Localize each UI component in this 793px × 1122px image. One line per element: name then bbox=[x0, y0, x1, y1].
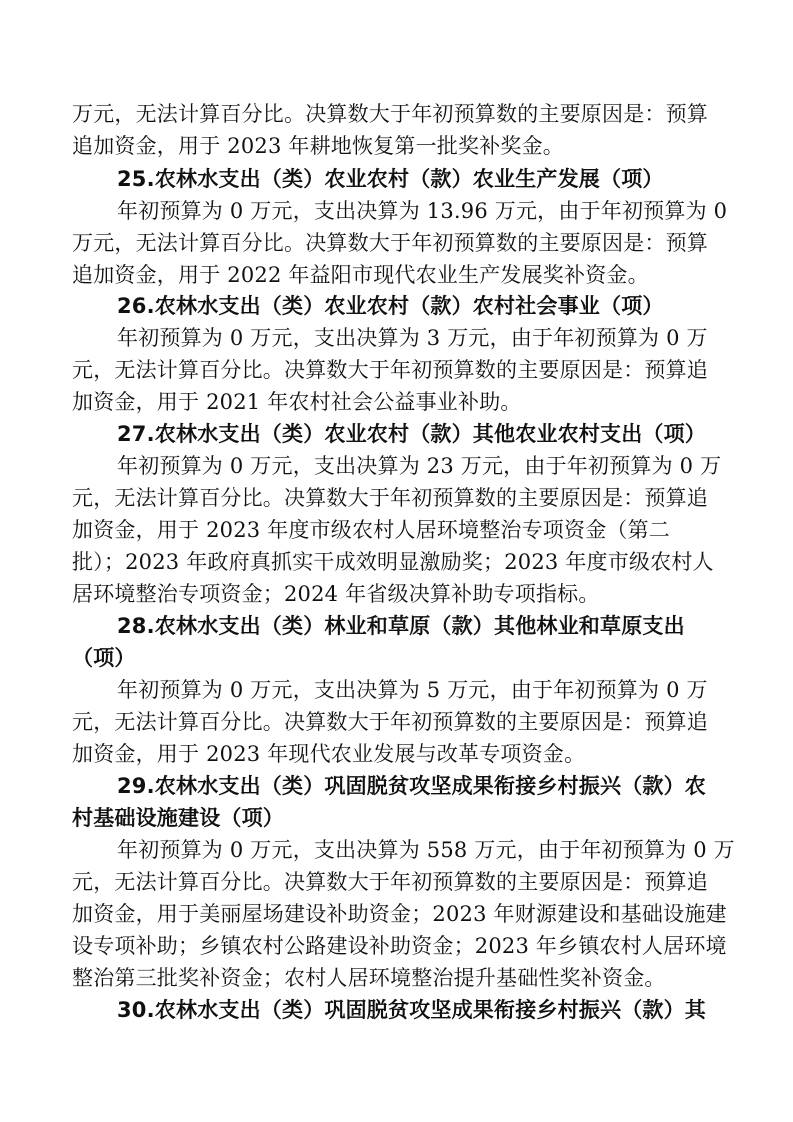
body-text-line: 元，无法计算百分比。决算数大于年初预算数的主要原因是：预算追 bbox=[72, 870, 708, 894]
body-text-line: 万元，无法计算百分比。决算数大于年初预算数的主要原因是：预算 bbox=[72, 231, 708, 255]
body-text-line: 元，无法计算百分比。决算数大于年初预算数的主要原因是：预算追 bbox=[72, 358, 708, 382]
body-text-line: 追加资金，用于 2023 年耕地恢复第一批奖补奖金。 bbox=[72, 134, 564, 158]
section-heading-29: 29.农林水支出（类）巩固脱贫攻坚成果衔接乡村振兴（款）农 bbox=[117, 774, 706, 798]
body-text-line: 年初预算为 0 万元，支出决算为 5 万元，由于年初预算为 0 万 bbox=[117, 678, 708, 702]
body-text-line: 元，无法计算百分比。决算数大于年初预算数的主要原因是：预算追 bbox=[72, 486, 708, 510]
section-heading-28-cont: （项） bbox=[72, 646, 136, 670]
section-heading-26: 26.农林水支出（类）农业农村（款）农村社会事业（项） bbox=[117, 294, 664, 318]
body-text-line: 追加资金，用于 2022 年益阳市现代农业生产发展奖补资金。 bbox=[72, 263, 649, 287]
body-text-line: 加资金，用于 2021 年农村社会公益事业补助。 bbox=[72, 390, 522, 414]
body-text-line: 加资金，用于美丽屋场建设补助资金；2023 年财源建设和基础设施建 bbox=[72, 902, 727, 926]
body-text-line: 年初预算为 0 万元，支出决算为 23 万元，由于年初预算为 0 万 bbox=[117, 454, 722, 478]
body-text-line: 批）；2023 年政府真抓实干成效明显激励奖；2023 年度市级农村人 bbox=[72, 550, 714, 574]
body-text-line: 年初预算为 0 万元，支出决算为 558 万元，由于年初预算为 0 万 bbox=[117, 838, 735, 862]
section-heading-28: 28.农林水支出（类）林业和草原（款）其他林业和草原支出 bbox=[117, 614, 685, 638]
section-heading-29-cont: 村基础设施建设（项） bbox=[72, 806, 284, 830]
section-heading-25: 25.农林水支出（类）农业农村（款）农业生产发展（项） bbox=[117, 167, 664, 191]
body-text-line: 加资金，用于 2023 年现代农业发展与改革专项资金。 bbox=[72, 742, 586, 766]
section-heading-30: 30.农林水支出（类）巩固脱贫攻坚成果衔接乡村振兴（款）其 bbox=[117, 998, 706, 1022]
section-heading-27: 27.农林水支出（类）农业农村（款）其他农业农村支出（项） bbox=[117, 422, 706, 446]
body-text-line: 万元，无法计算百分比。决算数大于年初预算数的主要原因是：预算 bbox=[72, 102, 708, 126]
body-text-line: 居环境整治专项资金；2024 年省级决算补助专项指标。 bbox=[72, 582, 600, 606]
body-text-line: 加资金，用于 2023 年度市级农村人居环境整治专项资金（第二 bbox=[72, 518, 670, 542]
body-text-line: 整治第三批奖补资金；农村人居环境整治提升基础性奖补资金。 bbox=[72, 966, 666, 990]
body-text-line: 设专项补助；乡镇农村公路建设补助资金；2023 年乡镇农村人居环境 bbox=[72, 934, 727, 958]
body-text-line: 年初预算为 0 万元，支出决算为 13.96 万元，由于年初预算为 0 bbox=[117, 199, 728, 223]
body-text-line: 元，无法计算百分比。决算数大于年初预算数的主要原因是：预算追 bbox=[72, 710, 708, 734]
body-text-line: 年初预算为 0 万元，支出决算为 3 万元，由于年初预算为 0 万 bbox=[117, 326, 708, 350]
